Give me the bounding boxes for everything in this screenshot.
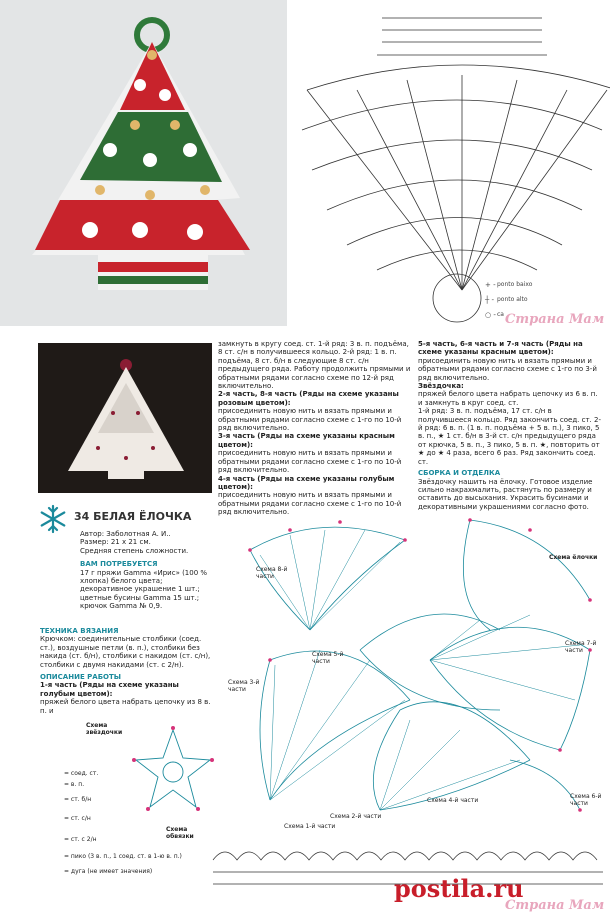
materials-decor: декоративное украшение 1 шт.; цветные бусины Gamma 15 шт.; (80, 585, 200, 602)
svg-text:○ -: ○ - (485, 311, 496, 319)
legend-chain: = в. п. (64, 781, 85, 788)
part2-text: присоединить новую нить и вязать прямыми и обратными рядами согласно схеме с 1-го по 10-й ряд включительно. (218, 407, 402, 433)
part8-label: Схема 8-й части (256, 566, 288, 580)
crochet-tree-photo (0, 0, 287, 326)
part4-heading: 4-я часть (Ряды на схеме указаны голубым цветом): (218, 474, 395, 491)
legend-picot: = пико (3 в. п., 1 соед. ст. в 1-ю в. п.) (64, 853, 182, 860)
legend-ponto-baixo: ponto baixo (497, 281, 533, 288)
tree-chart-label: Схема ёлочки (549, 554, 598, 561)
author: Автор: Заболотная А. И.. (80, 530, 171, 538)
legend-slip-stitch: = соед. ст. (64, 770, 99, 777)
snowflake-icon (38, 504, 68, 534)
part3-text: присоединить новую нить и вязать прямыми и обратными рядами согласно схеме с 1-го по 10-й ряд включительно. (218, 449, 402, 475)
part7-label: Схема 7-й части (565, 640, 597, 654)
assembly-text: Звёздочку нашить на ёлочку. Готовое изделие сильно накрахмалить, растянуть по размеру и оставить до высыхания. Украсить бусинами и декоративными украшениями согласно фото. (418, 477, 593, 511)
difficulty: Средняя степень сложности. (80, 546, 189, 555)
article-column-1 (218, 340, 411, 517)
legend-arc: = дуга (не имеет значения) (64, 868, 153, 875)
project-title: 34 БЕЛАЯ ЁЛОЧКА (74, 510, 192, 523)
part5-label: Схема 5-й части (312, 651, 344, 665)
legend-double-crochet: = ст. с/н (64, 815, 91, 822)
size: Размер: 21 х 21 см. (80, 538, 151, 547)
legend-ca: ca (497, 311, 504, 318)
star-chart-label: Схема звёздочки (86, 722, 123, 736)
technique-block (40, 627, 215, 715)
svg-text:+ -: + - (485, 281, 496, 289)
watermark-top: Страна Мам (505, 312, 605, 327)
star-text: пряжей белого цвета набрать цепочку из 6 в. п. и замкнуть в круг соед. ст. (418, 390, 598, 407)
watermark-bottom: Страна Мам (505, 898, 605, 913)
materials-heading: ВАМ ПОТРЕБУЕТСЯ (80, 560, 158, 569)
part1-label: Схема 1-й части (284, 823, 336, 830)
part2-label: Схема 2-й части (330, 813, 382, 820)
materials-hook: крючок Gamma № 0,9. (80, 602, 163, 611)
part5-heading: 5-я часть, 6-я часть и 7-я часть (Ряды на схеме указаны красным цветом): (418, 340, 583, 357)
part3-heading: 3-я часть (Ряды на схеме указаны красным цветом): (218, 432, 395, 449)
part2-heading: 2-я часть, 8-я часть (Ряды на схеме указаны розовым цветом): (218, 390, 399, 407)
star-rows: 1-й ряд: 3 в. п. подъёма, 17 ст. с/н в получившееся кольцо. Ряд закончить соед. ст. 2-й ряд: 6 в. п. (1 в. п. подъёма + 5 в. п.), 3 пико, 5 в. п., ★ 1 ст. б/н в 3-й ст. с/н предыдущего ряда от крючка, 5 в. п., 3 пико, 5 в. п. ★, повторить от ★ до ★ 4 раза, всего 6 раз. Ряд закончить соед. ст. (418, 407, 601, 466)
part6-label: Схема 6-й части (570, 793, 602, 807)
materials-yarn: 17 г пряжи Gamma «Ирис» (100 % хлопка) белого цвета; (80, 568, 208, 586)
svg-text:┼ -: ┼ - (485, 296, 494, 304)
assembly-heading: СБОРКА И ОТДЕЛКА (418, 469, 501, 478)
part5-text: присоединить новую нить и вязать прямыми и обратными рядами согласно схеме с 1-го по 3-й ряд включительно. (418, 356, 597, 382)
part3-label: Схема 3-й части (228, 679, 260, 693)
technique-text: Крючком: соединительные столбики (соед. ст.), воздушные петли (в. п.), столбики без накида (ст. б/н), столбики с накидом (ст. с/н), столбики с двумя накидами (ст. с 2/н). (40, 635, 211, 669)
description-part1-text: пряжей белого цвета набрать цепочку из 8 в. п. и (40, 698, 211, 715)
legend-treble-crochet: = ст. с 2/н (64, 836, 97, 843)
article-intro: замкнуть в кругу соед. ст. 1-й ряд: 3 в. п. подъёма, 8 ст. с/н в получившееся кольцо. 2-й ряд: 1 в. п. подъёма, 8 ст. б/н в следующие 8 ст. с/н предыдущего ряда. Работу продолжить прямыми и обратными рядами согласно схеме по 12-й ряд включительно. (218, 340, 411, 391)
edge-chart-label: Схема обвязки (166, 826, 194, 840)
legend-single-crochet: = ст. б/н (64, 796, 92, 803)
project-meta (80, 530, 215, 611)
tree-crochet-chart (287, 0, 610, 326)
article-column-2 (418, 340, 604, 511)
symbol-legend (40, 770, 220, 875)
legend-ponto-alto: ponto alto (497, 296, 528, 303)
part4-text: присоединить новую нить и вязать прямыми и обратными рядами согласно схеме с 1-го по 10-й ряд включительно. (218, 491, 402, 517)
part4-label: Схема 4-й части (427, 797, 479, 804)
description-heading: ОПИСАНИЕ РАБОТЫ (40, 673, 122, 682)
star-heading: Звёздочка: (418, 382, 464, 391)
technique-heading: ТЕХНИКА ВЯЗАНИЯ (40, 627, 119, 635)
postila-logo-text: postila.ru (394, 874, 524, 903)
description-part1-heading: 1-я часть (Ряды на схеме указаны голубым цветом): (40, 681, 179, 698)
white-tree-photo (38, 343, 212, 493)
